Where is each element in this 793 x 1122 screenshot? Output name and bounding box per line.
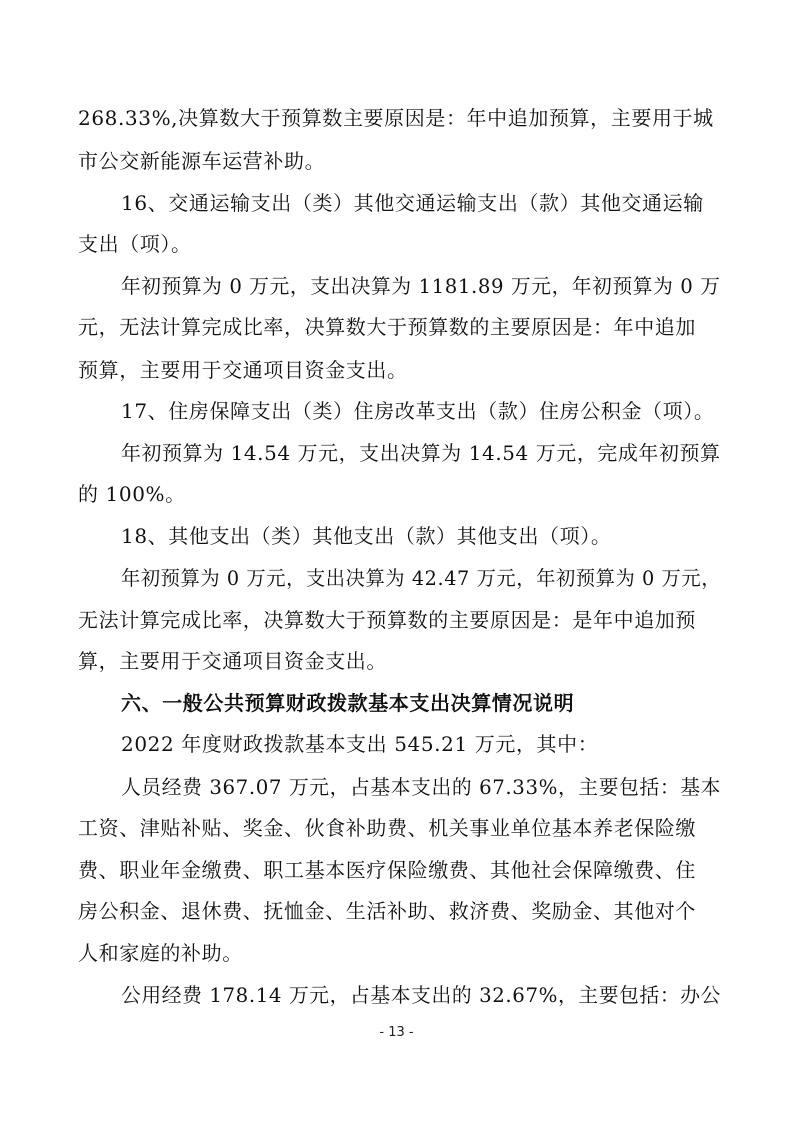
text-line: 算，主要用于交通项目资金支出。 — [78, 649, 387, 673]
text-line: 元，无法计算完成比率，决算数大于预算数的主要原因是：年中追加 — [78, 315, 696, 339]
text-line: 人员经费 367.07 万元，占基本支出的 67.33%，主要包括：基本 — [121, 775, 721, 799]
text-line: 2022 年度财政拨款基本支出 545.21 万元，其中： — [121, 732, 599, 756]
text-line: 16、交通运输支出（类）其他交通运输支出（款）其他交通运输 — [121, 191, 704, 215]
text-line: 公用经费 178.14 万元，占基本支出的 32.67%，主要包括：办公 — [121, 983, 721, 1007]
text-line: 年初预算为 14.54 万元，支出决算为 14.54 万元，完成年初预算 — [121, 441, 721, 465]
text-line: 支出（项）。 — [78, 232, 192, 256]
text-line: 18、其他支出（类）其他支出（款）其他支出（项）。 — [121, 524, 612, 548]
text-line: 房公积金、退休费、抚恤金、生活补助、救济费、奖励金、其他对个 — [78, 899, 696, 923]
text-line: 市公交新能源车运营补助。 — [78, 149, 326, 173]
text-line: 无法计算完成比率，决算数大于预算数的主要原因是：是年中追加预 — [78, 608, 696, 632]
text-line: 预算，主要用于交通项目资金支出。 — [78, 358, 408, 382]
text-line: 268.33%,决算数大于预算数主要原因是：年中追加预算，主要用于城 — [78, 106, 714, 130]
text-line: 的 100%。 — [78, 482, 186, 506]
text-line: 费、职业年金缴费、职工基本医疗保险缴费、其他社会保障缴费、住 — [78, 858, 696, 882]
text-line: 年初预算为 0 万元，支出决算为 1181.89 万元，年初预算为 0 万 — [121, 274, 721, 298]
text-line: 工资、津贴补贴、奖金、伙食补助费、机关事业单位基本养老保险缴 — [78, 816, 696, 840]
text-line: 人和家庭的补助。 — [78, 941, 243, 965]
page-number: - 13 - — [379, 1025, 414, 1040]
section-heading: 六、一般公共预算财政拨款基本支出决算情况说明 — [121, 691, 575, 715]
text-line: 年初预算为 0 万元，支出决算为 42.47 万元，年初预算为 0 万元， — [121, 566, 722, 590]
text-line: 17、住房保障支出（类）住房改革支出（款）住房公积金（项）。 — [121, 399, 715, 423]
